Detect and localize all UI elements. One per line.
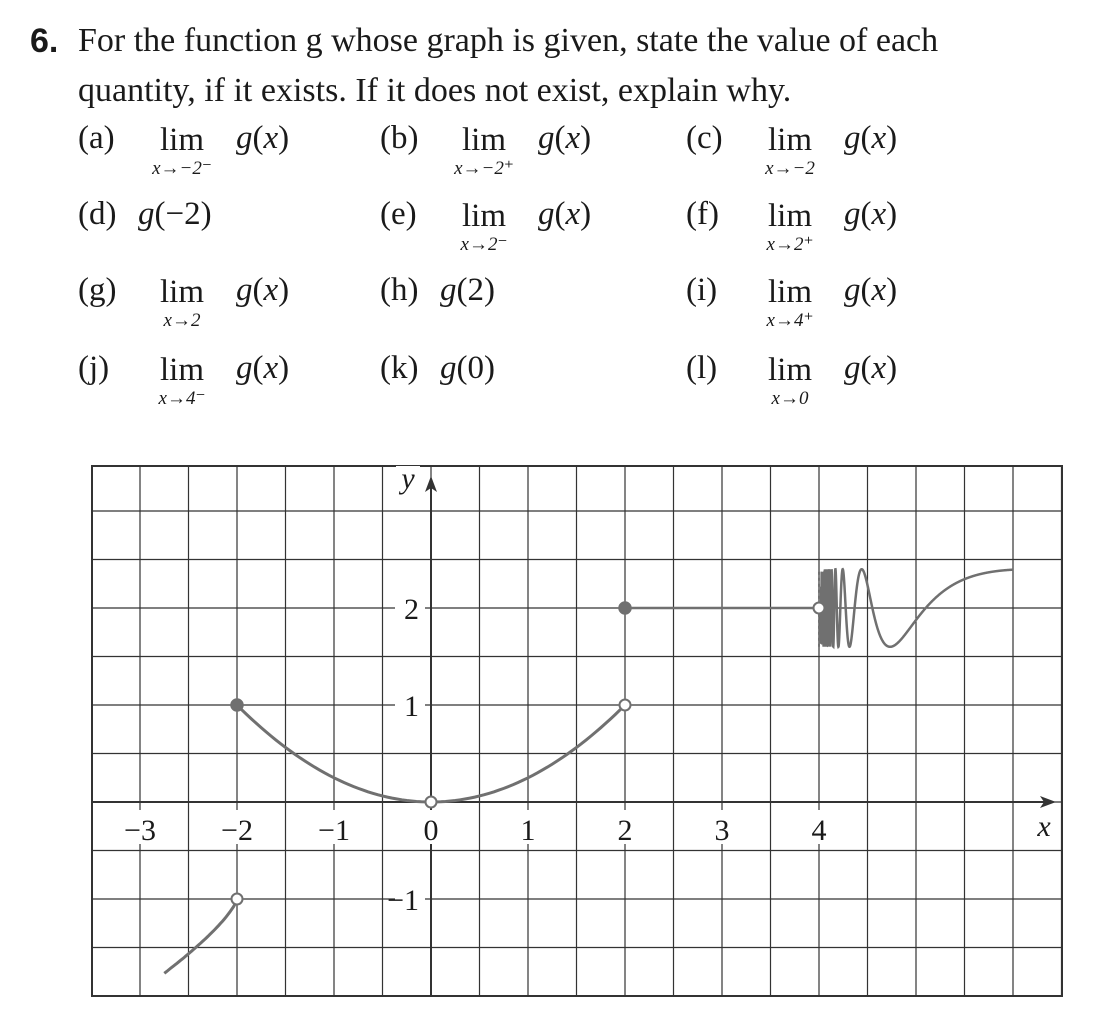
limit-word: lim: [159, 274, 204, 310]
y-axis-label: y: [401, 462, 415, 495]
limit-word: lim: [159, 122, 204, 158]
x-tick-label: 3: [714, 814, 730, 847]
closed-point: [619, 602, 631, 614]
x-tick-label: −1: [318, 814, 350, 847]
x-tick-label: 1: [520, 814, 536, 847]
part-label: (b): [380, 120, 419, 156]
function-expression: g(x): [236, 350, 290, 386]
y-tick-label: 2: [404, 593, 419, 626]
limit-subscript: x→4⁻: [158, 388, 206, 409]
limit-word: lim: [767, 198, 812, 234]
part-label: (a): [78, 120, 115, 156]
curve-left-branch: [164, 899, 237, 973]
function-expression: g(x): [844, 350, 898, 386]
x-tick-label: 2: [617, 814, 633, 847]
function-expression: g(2): [440, 272, 495, 308]
function-expression: g(x): [538, 196, 592, 232]
limit-subscript: x→2⁻: [460, 234, 508, 255]
part-label: (l): [686, 350, 718, 386]
closed-point: [231, 699, 243, 711]
open-point: [232, 894, 243, 905]
limit-word: lim: [461, 198, 506, 234]
limit-subscript: x→0: [771, 388, 809, 409]
limit-subscript: x→−2⁻: [152, 158, 212, 179]
x-tick-label: 0: [423, 814, 439, 847]
part-label: (i): [686, 272, 718, 308]
open-point: [426, 797, 437, 808]
problem-number: 6.: [30, 22, 59, 60]
x-tick-label: 4: [811, 814, 827, 847]
function-expression: g(x): [236, 272, 290, 308]
limit-word: lim: [767, 274, 812, 310]
part-label: (g): [78, 272, 117, 308]
part-label: (k): [380, 350, 419, 386]
limit-subscript: x→2: [163, 310, 201, 331]
y-tick-label: −1: [387, 884, 419, 917]
function-expression: g(−2): [138, 196, 212, 232]
x-axis-label: x: [1037, 810, 1051, 843]
limit-subscript: x→4⁺: [766, 310, 814, 331]
open-point: [620, 700, 631, 711]
part-label: (h): [380, 272, 419, 308]
y-tick-label: 1: [404, 690, 419, 723]
limit-word: lim: [767, 352, 812, 388]
limit-subscript: x→2⁺: [766, 234, 814, 255]
limit-word: lim: [767, 122, 812, 158]
part-label: (c): [686, 120, 723, 156]
problem-text-line-1: For the function g whose graph is given, state the value of each: [78, 22, 939, 59]
part-label: (d): [78, 196, 117, 232]
limit-word: lim: [461, 122, 506, 158]
limit-subscript: x→−2⁺: [454, 158, 514, 179]
problem-text-line-2: quantity, if it exists. If it does not exist, explain why.: [78, 72, 792, 109]
function-expression: g(x): [538, 120, 592, 156]
grid: [92, 466, 1062, 996]
function-expression: g(0): [440, 350, 495, 386]
curves: [164, 569, 1013, 973]
function-expression: g(x): [844, 120, 898, 156]
function-expression: g(x): [844, 196, 898, 232]
limit-subscript: x→−2: [765, 158, 815, 179]
x-tick-label: −3: [124, 814, 156, 847]
limit-word: lim: [159, 352, 204, 388]
part-label: (j): [78, 350, 110, 386]
part-label: (f): [686, 196, 719, 232]
open-point: [814, 603, 825, 614]
function-expression: g(x): [844, 272, 898, 308]
function-expression: g(x): [236, 120, 290, 156]
part-label: (e): [380, 196, 417, 232]
x-tick-label: −2: [221, 814, 253, 847]
